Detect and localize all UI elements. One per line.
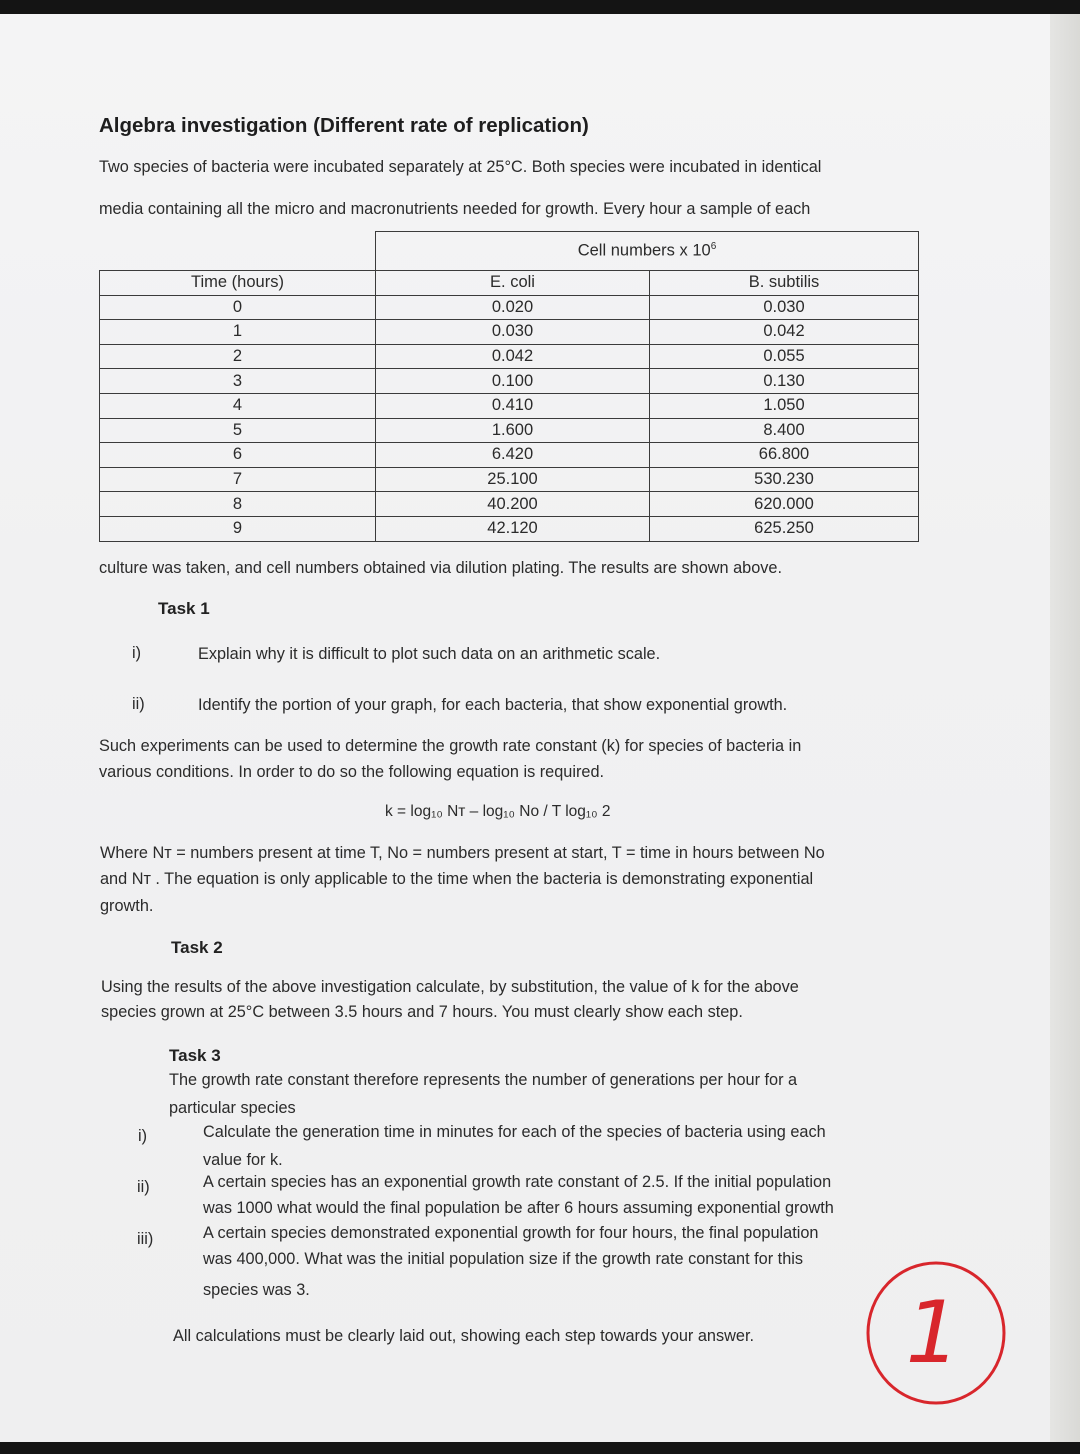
ecoli-cell: 0.042 (376, 344, 650, 369)
equation-intro-line-2: various conditions. In order to do so the following equation is required. (99, 763, 605, 781)
time-cell: 7 (100, 467, 376, 492)
bsubtilis-cell: 625.250 (650, 516, 919, 541)
table-row (100, 393, 919, 418)
table-row (100, 344, 919, 369)
task3-footer: All calculations must be clearly laid out, showing each step towards your answer. (173, 1327, 754, 1345)
task3-item-line: A certain species has an exponential growth rate constant of 2.5. If the initial population (203, 1173, 832, 1191)
task1-item-marker: i) (132, 644, 142, 662)
task2-line-1: Using the results of the above investigation calculate, by substitution, the value of k for the above (101, 978, 799, 996)
bsubtilis-cell: 8.400 (650, 418, 919, 443)
table-row (100, 418, 919, 443)
table-row (100, 369, 919, 394)
table-row (100, 492, 919, 517)
task3-item-line: Calculate the generation time in minutes for each of the species of bacteria using each (203, 1123, 826, 1141)
table-row (100, 295, 919, 320)
task1-item-text: Explain why it is difficult to plot such data on an arithmetic scale. (198, 645, 661, 663)
task3-item-marker: i) (138, 1127, 148, 1145)
where-line-1: Where Nᴛ = numbers present at time T, Nᴏ = numbers present at start, T = time in hours between Nᴏ (100, 844, 825, 862)
ecoli-cell: 6.420 (376, 443, 650, 468)
ecoli-cell: 40.200 (376, 492, 650, 517)
intro-line-3: culture was taken, and cell numbers obtained via dilution plating. The results are shown above. (99, 559, 783, 577)
table-column-header-row (100, 271, 919, 296)
task3-item-line: was 400,000. What was the initial population size if the growth rate constant for this (203, 1250, 804, 1268)
task3-item-marker: ii) (137, 1178, 150, 1196)
column-header-bsubtilis: B. subtilis (650, 271, 919, 296)
column-header-ecoli: E. coli (376, 271, 650, 296)
time-cell: 8 (100, 492, 376, 517)
task3-item-line: A certain species demonstrated exponential growth for four hours, the final population (203, 1224, 819, 1242)
bsubtilis-cell: 0.130 (650, 369, 919, 394)
table-blank-cell (100, 232, 376, 271)
ecoli-cell: 0.030 (376, 320, 650, 345)
ecoli-cell: 0.100 (376, 369, 650, 394)
intro-line-2: media containing all the micro and macronutrients needed for growth. Every hour a sample of each (99, 200, 811, 218)
ecoli-cell: 1.600 (376, 418, 650, 443)
task2-line-2: species grown at 25°C between 3.5 hours and 7 hours. You must clearly show each step. (101, 1003, 743, 1021)
bsubtilis-cell: 0.055 (650, 344, 919, 369)
page-mark-number: 1 (905, 1283, 961, 1383)
task1-item-marker: ii) (132, 695, 145, 713)
table-row (100, 443, 919, 468)
task3-intro-line-2: particular species (169, 1099, 296, 1117)
results-table (99, 231, 919, 542)
table-row (100, 467, 919, 492)
bsubtilis-cell: 0.042 (650, 320, 919, 345)
bsubtilis-cell: 66.800 (650, 443, 919, 468)
task3-item-marker: iii) (137, 1230, 154, 1248)
cell-numbers-header: Cell numbers x $10^6$ (376, 232, 919, 271)
ecoli-cell: 42.120 (376, 516, 650, 541)
time-cell: 1 (100, 320, 376, 345)
time-cell: 4 (100, 393, 376, 418)
table-row (100, 516, 919, 541)
task3-item-line: was 1000 what would the final population be after 6 hours assuming exponential growth (203, 1199, 834, 1217)
ecoli-cell: 0.410 (376, 393, 650, 418)
time-cell: 2 (100, 344, 376, 369)
time-cell: 9 (100, 516, 376, 541)
growth-equation: k = log₁₀ Nᴛ – log₁₀ Nᴏ / T log₁₀ 2 (385, 803, 611, 820)
where-line-3: growth. (100, 897, 154, 915)
bsubtilis-cell: 530.230 (650, 467, 919, 492)
time-cell: 5 (100, 418, 376, 443)
column-header-time: Time (hours) (100, 271, 376, 296)
time-cell: 6 (100, 443, 376, 468)
time-cell: 0 (100, 295, 376, 320)
table-group-header-row (100, 232, 919, 271)
task3-intro-line-1: The growth rate constant therefore represents the number of generations per hour for a (169, 1071, 798, 1089)
time-cell: 3 (100, 369, 376, 394)
task1-heading: Task 1 (158, 599, 210, 618)
task3-item-line: value for k. (203, 1151, 283, 1169)
task3-heading: Task 3 (169, 1046, 221, 1065)
equation-intro-line-1: Such experiments can be used to determine the growth rate constant (k) for species of bacteria in (99, 737, 802, 755)
handwritten-page-mark (863, 1258, 1009, 1408)
page-title: Algebra investigation (Different rate of replication) (99, 114, 589, 137)
task3-item-line: species was 3. (203, 1281, 310, 1299)
table-row (100, 320, 919, 345)
bsubtilis-cell: 620.000 (650, 492, 919, 517)
bsubtilis-cell: 1.050 (650, 393, 919, 418)
paper-edge-shadow (1050, 14, 1080, 1442)
ecoli-cell: 0.020 (376, 295, 650, 320)
bsubtilis-cell: 0.030 (650, 295, 919, 320)
ecoli-cell: 25.100 (376, 467, 650, 492)
intro-line-1: Two species of bacteria were incubated separately at 25°C. Both species were incubated in identical (99, 158, 822, 176)
where-line-2: and Nᴛ . The equation is only applicable to the time when the bacteria is demonstrating exponential (100, 870, 814, 888)
task2-heading: Task 2 (171, 938, 223, 957)
task1-item-text: Identify the portion of your graph, for each bacteria, that show exponential growth. (198, 696, 788, 714)
